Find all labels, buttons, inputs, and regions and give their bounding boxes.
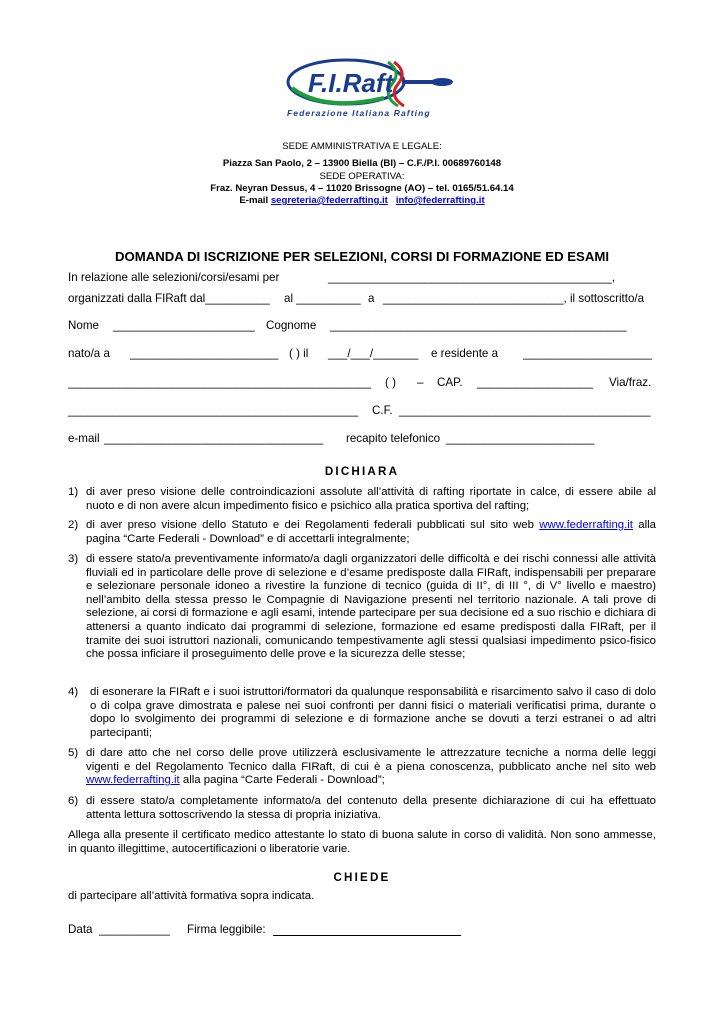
header-line-3: SEDE OPERATIVA:: [319, 171, 405, 182]
tel-label: recapito telefonico: [346, 432, 441, 445]
address-dash: –: [417, 376, 424, 389]
via-label: Via/fraz.: [609, 376, 652, 389]
email-link-info[interactable]: info@federrafting.it: [395, 195, 485, 206]
firma-label: Firma leggibile:: [187, 923, 266, 936]
chiede-text: di partecipare all’attività formativa sopra indicata.: [68, 890, 315, 902]
data-label: Data: [68, 923, 93, 936]
cf-label: C.F.: [372, 404, 393, 417]
cognome-field[interactable]: ______________________________________________: [330, 319, 627, 332]
birth-date-field[interactable]: ___/___/_______: [328, 347, 419, 360]
item-number: 5): [68, 747, 79, 759]
cf-field[interactable]: _______________________________________: [399, 404, 651, 417]
logo-tagline: Federazione Italiana Rafting: [287, 108, 431, 118]
header-line-1: SEDE AMMINISTRATIVA E LEGALE:: [282, 141, 442, 152]
cap-field[interactable]: __________________: [477, 376, 594, 389]
nato-field[interactable]: _______________________: [130, 347, 279, 360]
residente-field[interactable]: ____________________: [523, 347, 652, 360]
svg-text:F.I.Raft: F.I.Raft: [308, 68, 394, 98]
field-a-label: a: [368, 292, 375, 305]
federrafting-link[interactable]: www.federrafting.it: [86, 774, 180, 787]
item-number: 6): [68, 795, 79, 807]
email-field-label: e-mail: [68, 432, 100, 445]
item-number: 2): [68, 519, 79, 531]
field-dal[interactable]: organizzati dalla FIRaft dal__________: [68, 292, 270, 305]
field-al[interactable]: al __________: [284, 292, 361, 305]
item-number: 1): [68, 486, 79, 498]
email-label: E-mail: [239, 195, 269, 206]
item-number: 4): [68, 686, 79, 698]
nato-label: nato/a a: [68, 347, 110, 360]
cognome-label: Cognome: [266, 319, 317, 332]
signature-field[interactable]: [273, 925, 461, 936]
allega-text: Allega alla presente il certificato medico attestante lo stato di buona salute in corso di validità. Non sono ammesse, in quanto illegittime, autocertificazioni o liberatorie varie.: [68, 829, 656, 855]
email-field[interactable]: __________________________________: [104, 432, 324, 445]
data-field[interactable]: ___________: [99, 923, 170, 936]
tel-field[interactable]: _______________________: [446, 432, 595, 445]
field-relazione-label: In relazione alle selezioni/corsi/esami per: [68, 271, 280, 284]
address-prov-field[interactable]: ( ): [385, 376, 396, 389]
document-title: DOMANDA DI ISCRIZIONE PER SELEZIONI, CORSI DI FORMAZIONE ED ESAMI: [114, 249, 610, 264]
residente-label: e residente a: [431, 347, 499, 360]
header-line-4: Fraz. Neyran Dessus, 4 – 11020 Brissogne (AO) – tel. 0165/51.64.14: [210, 183, 514, 194]
via-field[interactable]: _____________________________________________: [68, 404, 359, 417]
item-text: di aver preso visione delle controindicazioni assolute all’attività di rafting riportate in calce, di essere abile al nuoto e di non avere alcun impedimento fisico e psichico alla pratica sportiva del rafting;: [86, 486, 656, 512]
nome-label: Nome: [68, 319, 99, 332]
chiede-heading: CHIEDE: [333, 871, 391, 884]
item-text: di dare atto che nel corso delle prove utilizzerà esclusivamente le attrezzature tecniche a norma delle leggi vigenti e del Regolamento Tecnico dalla FIRaft, di cui è a piena conoscenza, pubblicato anche nel sito web www.federrafting.it alla pagina “Carte Federali - Download”;: [86, 747, 656, 787]
item-text: di aver preso visione dello Statuto e dei Regolamenti federali pubblicati sul sito web www.federrafting.it alla pagina “Carte Federali - Download” e di accettarli integralmente;: [86, 519, 657, 545]
header-email-line: [0, 195, 724, 207]
field-relazione-blank[interactable]: ____________________________________________,: [328, 271, 615, 284]
header-line-2: Piazza San Paolo, 2 – 13900 Biella (BI) – C.F./P.I. 00689760148: [222, 158, 502, 169]
item-text: di essere stato/a completamente informato/a del contenuto della presente dichiarazione di cui ha effettuato attenta lettura sottoscrivendo la stessa di propria iniziativa.: [86, 795, 656, 821]
item-text: di esonerare la FIRaft e i suoi istruttori/formatori da qualunque responsabilità e risarcimento salvo il caso di dolo o di colpa grave dimostrata e palese nei suoi confronti per danni fisici o materiali verificatisi prima, durante o dopo lo svolgimento dei programmi di selezione e di formazione anche se dovuti a terzi estranei o ad altri partecipanti;: [90, 686, 656, 739]
cap-label: CAP.: [437, 376, 463, 389]
item-text: di essere stato/a preventivamente informato/a dagli organizzatori delle difficoltà e dei rischi connessi alle attività fluviali ed in particolare delle prove di selezione e d’esame predisposte dalla FIRaft, indispensabili per preparare e selezionare personale idoneo a rivestire la funzione di tecnico (guida di II°, di III °, di V° livello e maestro) nell’ambito della stessa presso le Compagnie di Navigazione presenti nel territorio nazionale. A tali prove di selezione, ai corsi di formazione e agli esami, intende partecipare per sua decisione ed a suo rischio e dichiara di attenersi a quanto indicato dai programmi di selezione, formazione ed esame predisposti dalla FIRaft, per il tramite dei suoi istruttori nazionali, comunicando tempestivamente agli stessi qualsiasi impedimento psico-fisico che possa inficiare il proseguimento delle prove e la sicurezza delle stesse;: [86, 553, 656, 661]
dichiara-heading: DICHIARA: [324, 465, 400, 478]
federrafting-link[interactable]: www.federrafting.it: [539, 519, 633, 531]
nato-prov-field[interactable]: ( ) il: [289, 347, 309, 360]
nome-field[interactable]: ______________________: [113, 319, 255, 332]
address-field[interactable]: _______________________________________________: [68, 376, 372, 389]
email-link-segreteria[interactable]: segreteria@federrafting.it: [270, 195, 388, 206]
item-number: 3): [68, 553, 79, 565]
field-a-blank[interactable]: ____________________________, il sottoscritto/a: [383, 292, 645, 305]
